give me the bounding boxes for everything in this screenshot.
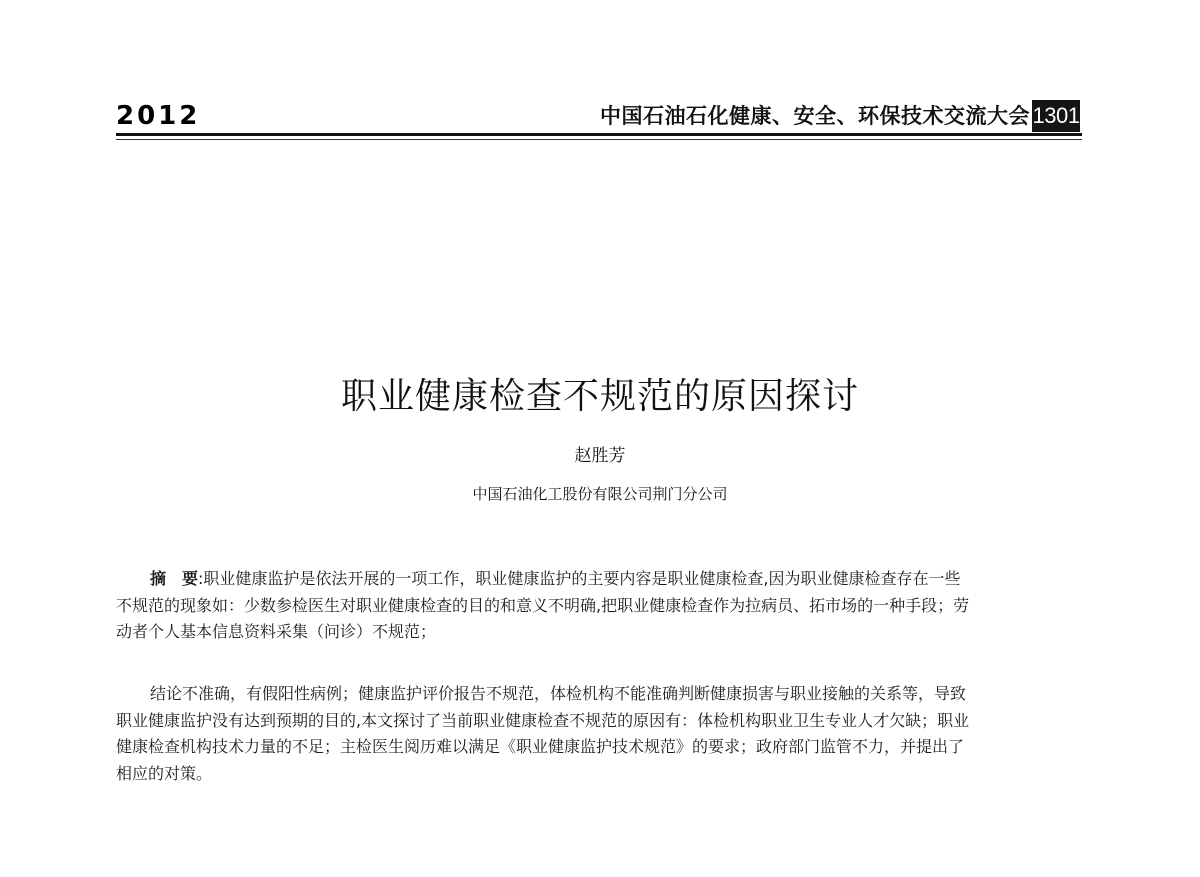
paper-affiliation: 中国石油化工股份有限公司荆门分公司 [472,485,728,503]
abstract-label: 摘 要 [150,569,199,588]
abstract-line: 动者个人基本信息资料采集（问诊）不规范； [116,622,437,641]
paper-author: 赵胜芳 [574,446,626,466]
paper-title: 职业健康检查不规范的原因探讨 [340,376,859,417]
conference-title: 中国石油石化健康、安全、环保技术交流大会 [600,104,1030,128]
abstract-line: 不规范的现象如：少数参检医生对职业健康检查的目的和意义不明确,把职业健康检查作为拉病员、拓市场的一种手段；劳 [116,595,970,615]
abstract-line [116,566,1082,593]
abstract-text: 结论不准确，有假阳性病例；健康监护评价报告不规范，体检机构不能准确判断健康损害与职业接触的关系等，导致 [150,684,967,703]
abstract-line: 健康检查机构技术力量的不足；主检医生阅历难以满足《职业健康监护技术规范》的要求；政府部门监管不力，并提出了 [116,737,965,756]
header-rule-thick [116,133,1082,136]
page-number-badge: 1301 [1032,100,1080,132]
abstract-paragraph-1 [116,566,1082,646]
header-year: 2012 [116,101,201,131]
abstract-line: 相应的对策。 [116,763,213,783]
header-rule-thin [116,139,1082,140]
abstract-line: 职业健康监护没有达到预期的目的,本文探讨了当前职业健康检查不规范的原因有：体检机构职业卫生专业人才欠缺；职业 [116,710,970,730]
abstract-text: :职业健康监护是依法开展的一项工作，职业健康监护的主要内容是职业健康检查,因为职业健康检查存在一些 [198,569,961,588]
abstract-line [116,681,1082,708]
abstract-paragraph-2 [116,681,1082,787]
